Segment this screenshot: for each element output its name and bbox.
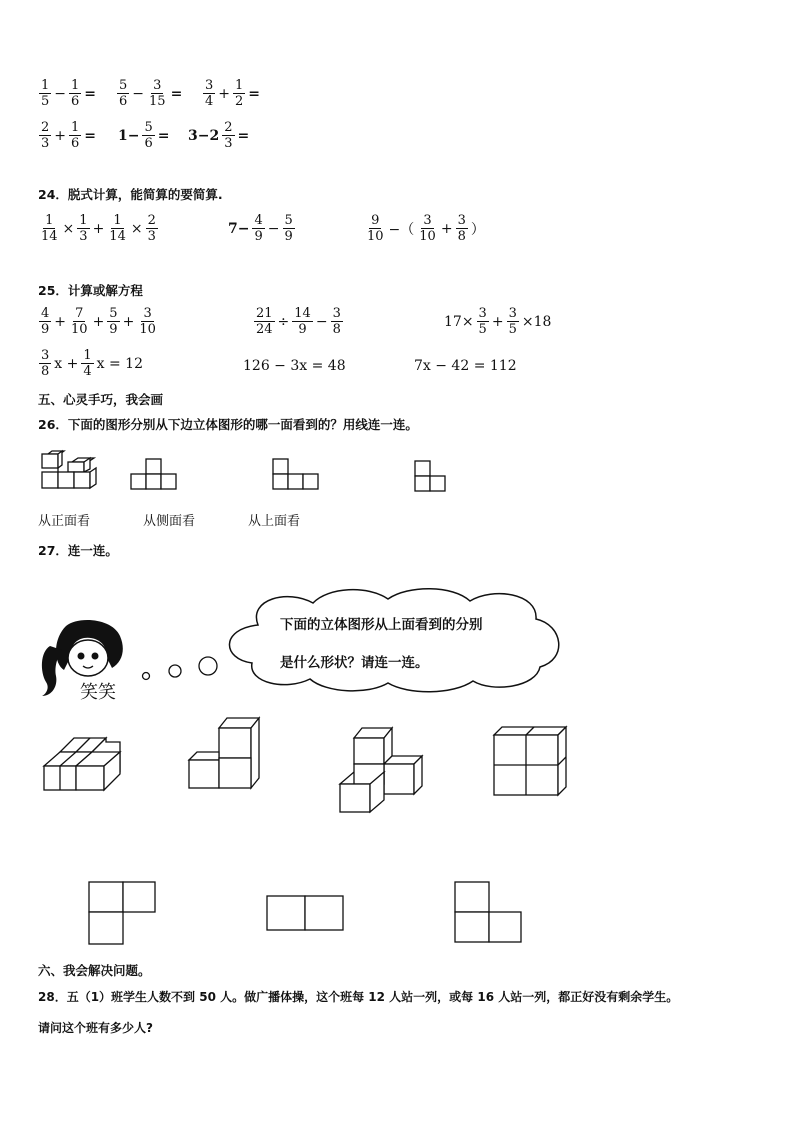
section-5-title: 五、心灵手巧，我会画 xyxy=(38,392,164,407)
q27-solid-3 xyxy=(338,726,428,814)
fraction-row-2-expr-1: $\frac{2}{3}$ + $\frac{1}{6}$ = xyxy=(41,120,97,151)
q28-line-1: 28．五（1）班学生人数不到 50 人。做广播体操，这个班每 12 人站一列，或每 16 人站一列，都正好没有剩余学生。 xyxy=(38,990,679,1004)
q25-equation-2: 126 − 3x = 48 xyxy=(243,358,346,374)
q25-equation-1: $\frac{3}{8}$ x + $\frac{1}{4}$ x = 12 xyxy=(41,348,143,379)
fraction-row-1-expr-3: $\frac{3}{4}$ + $\frac{1}{2}$ = xyxy=(205,78,261,109)
q25-expr-3: 17× $\frac{3}{5}$ + $\frac{3}{5}$ ×18 xyxy=(444,306,552,337)
q24-expr-1: $\frac{1}{14}$ × $\frac{1}{3}$ + $\frac{1}{14}$ × $\frac{2}{3}$ xyxy=(41,213,156,244)
bubble-text-line-2: 是什么形状？请连一连。 xyxy=(280,655,429,671)
q24-expr-3: $\frac{9}{10}$ −（ $\frac{3}{10}$ + $\frac{3}{8}$ ） xyxy=(367,213,485,244)
q24-title: 24．脱式计算，能简算的要简算. xyxy=(38,187,223,202)
thought-bubbles xyxy=(140,652,220,682)
q26-view-2 xyxy=(272,457,320,491)
q26-solid-figure xyxy=(40,450,100,492)
q26-view-1 xyxy=(130,457,178,491)
q26-title: 26．下面的图形分别从下边立体图形的哪一面看到的？用线连一连。 xyxy=(38,417,418,432)
q27-top-view-3 xyxy=(453,880,525,946)
q27-solid-1 xyxy=(40,732,124,792)
q26-label-top: 从上面看 xyxy=(248,514,301,529)
q24-expr-2: 7− $\frac{4}{9}$ − $\frac{5}{9}$ xyxy=(228,213,293,244)
fraction-row-2-expr-3: 3−2 $\frac{2}{3}$ = xyxy=(188,120,250,151)
speech-cloud xyxy=(218,585,570,695)
fraction-row-1-expr-1: $\frac{1}{5}$ − $\frac{1}{6}$ = xyxy=(41,78,97,109)
q26-label-side: 从侧面看 xyxy=(143,514,196,529)
q25-expr-2: $\frac{21}{24}$ ÷ $\frac{14}{9}$ − $\frac{3}{8}$ xyxy=(256,306,341,337)
q27-top-view-1 xyxy=(87,880,159,946)
q27-solid-4 xyxy=(492,725,570,797)
q25-expr-1: $\frac{4}{9}$ + $\frac{7}{10}$ + $\frac{5}{9}$ + $\frac{3}{10}$ xyxy=(41,306,156,337)
q27-solid-2 xyxy=(187,716,267,790)
q27-title: 27．连一连。 xyxy=(38,543,118,558)
q25-equation-3: 7x − 42 = 112 xyxy=(414,358,517,374)
fraction-row-1-expr-2: $\frac{5}{6}$ − $\frac{3}{15}$ = xyxy=(119,78,183,109)
q26-view-3 xyxy=(414,460,448,494)
q25-title: 25．计算或解方程 xyxy=(38,283,143,298)
fraction-row-2-expr-2: 1− $\frac{5}{6}$ = xyxy=(118,120,170,151)
q26-label-front: 从正面看 xyxy=(38,514,91,529)
character-name: 笑笑 xyxy=(80,682,116,703)
q27-top-view-2 xyxy=(265,894,347,932)
q28-line-2: 请问这个班有多少人? xyxy=(38,1021,153,1035)
section-6-title: 六、我会解决问题。 xyxy=(38,963,151,978)
bubble-text-line-1: 下面的立体图形从上面看到的分别 xyxy=(280,617,483,633)
